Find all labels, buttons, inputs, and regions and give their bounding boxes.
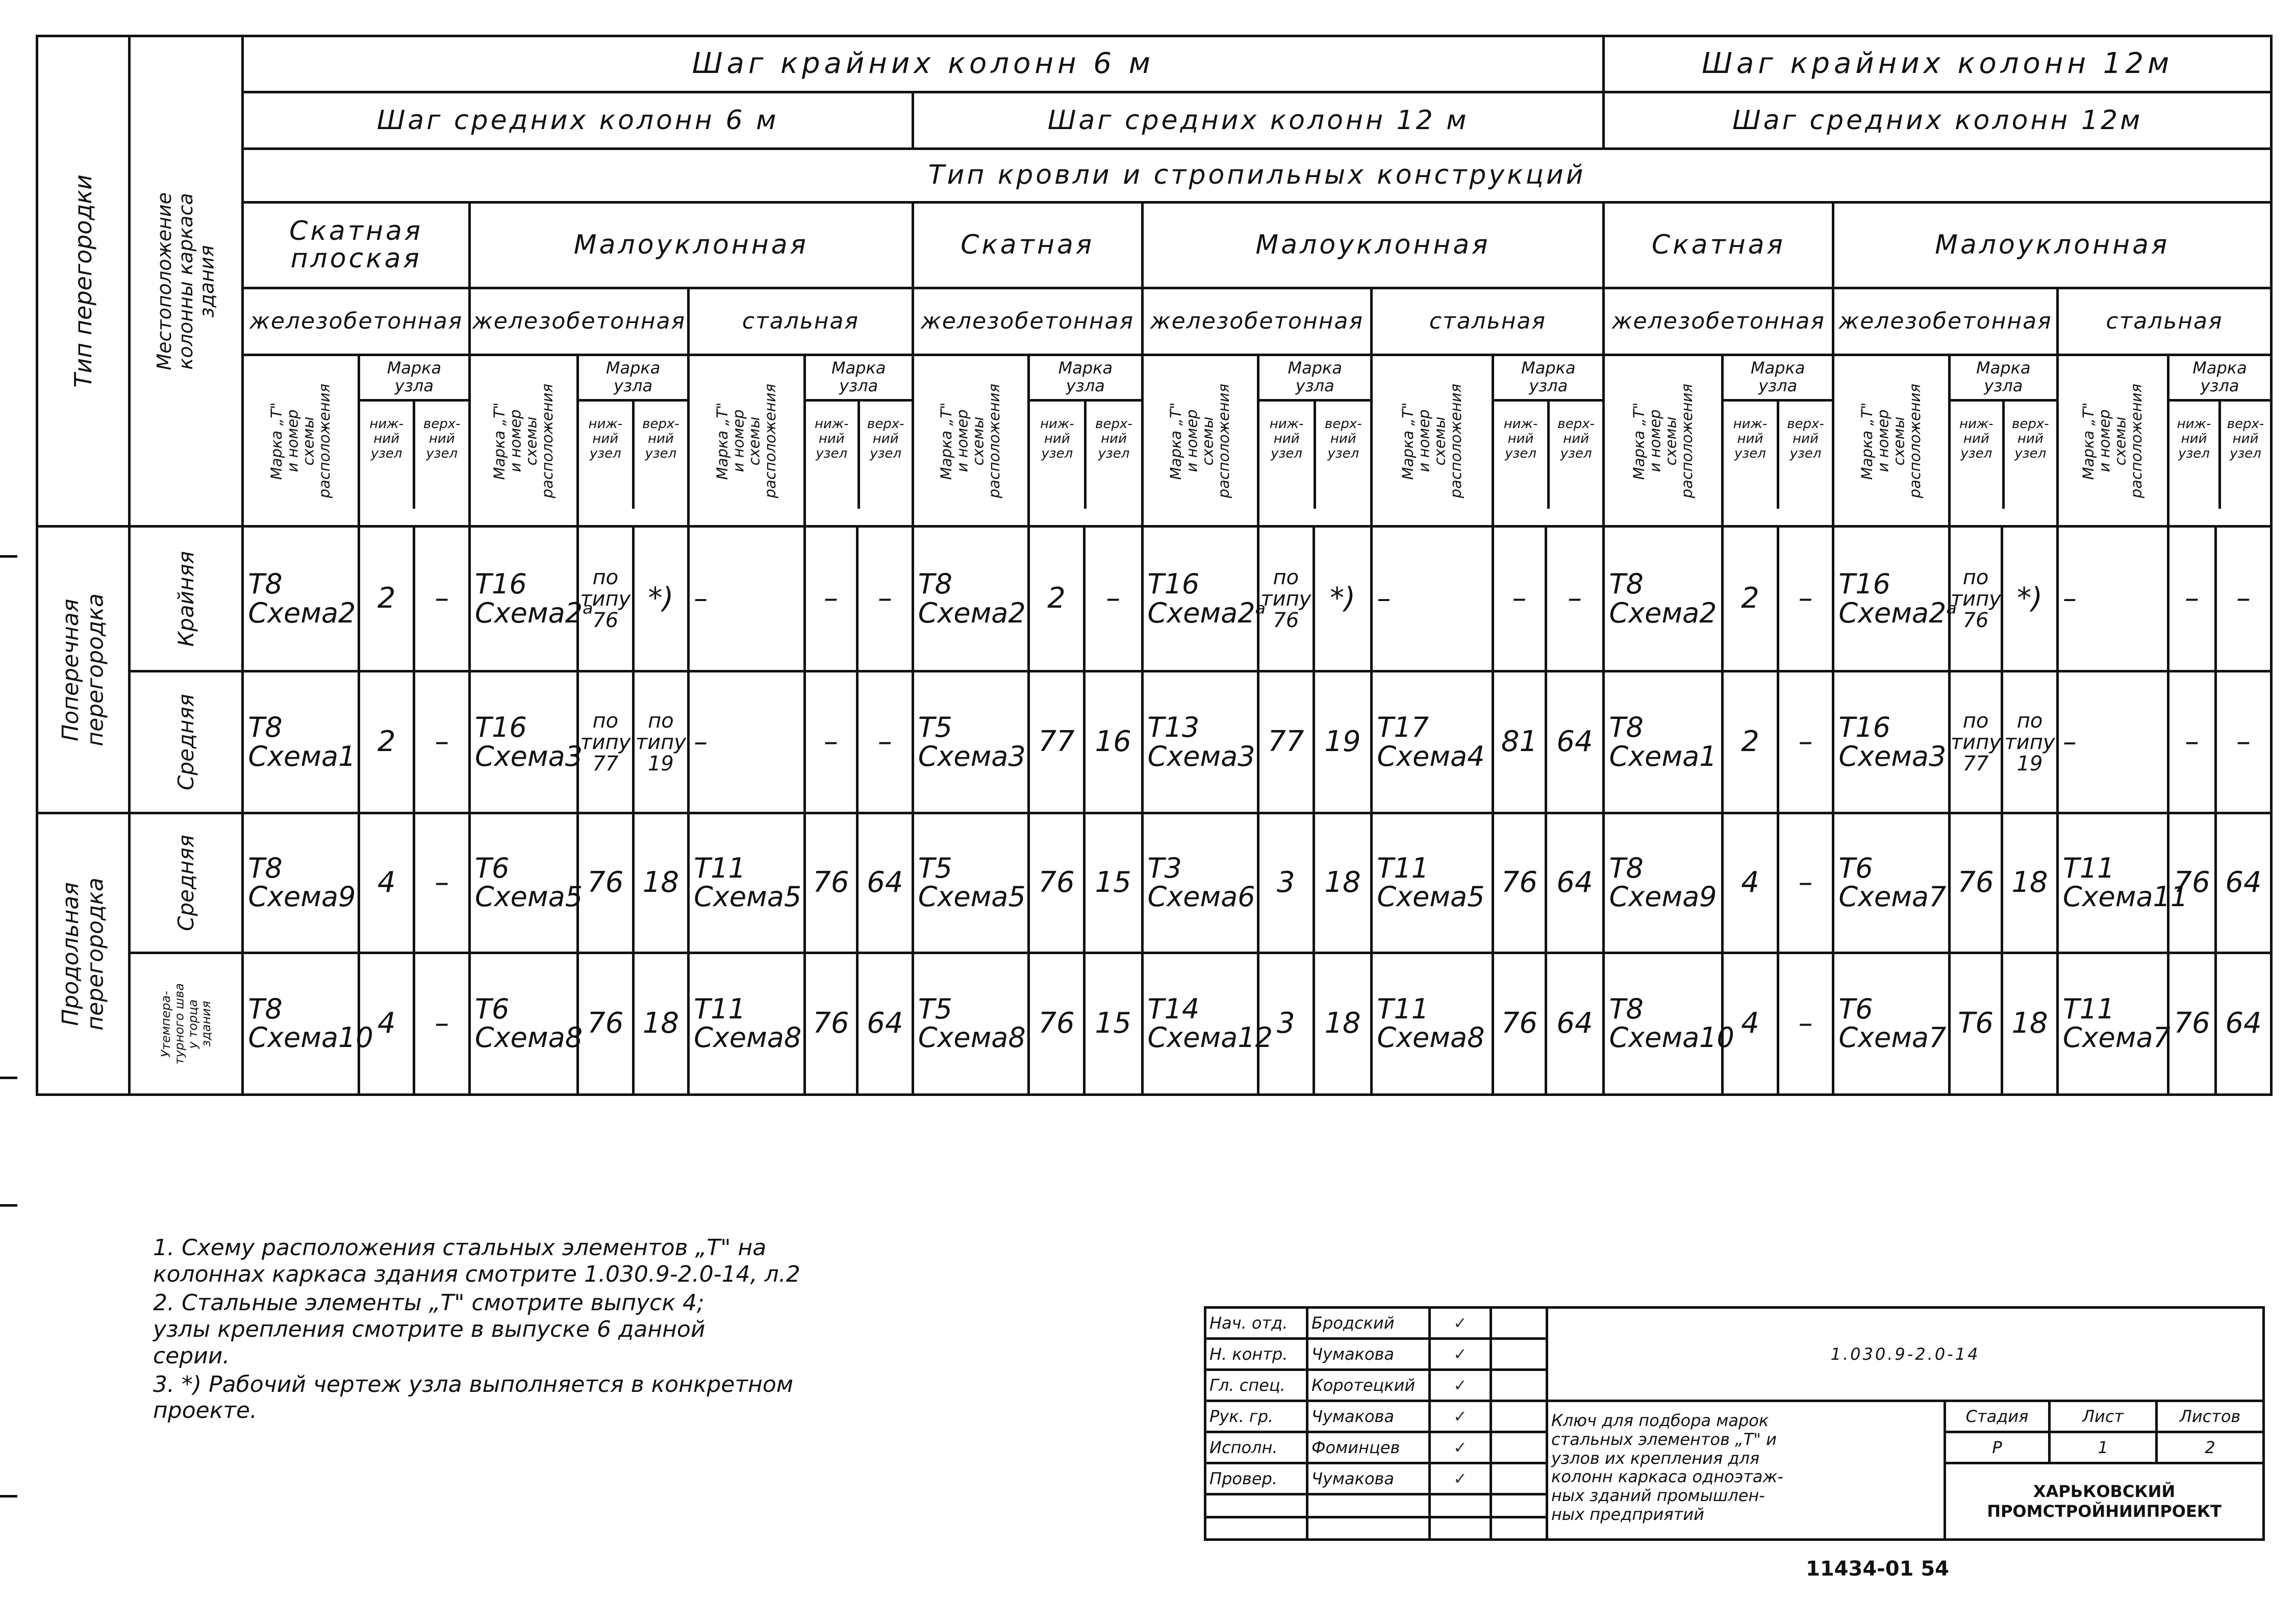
- upper-node-label: верх- ний узел: [2227, 416, 2264, 461]
- node-cell: 64: [2216, 953, 2272, 1094]
- node-cell: –: [1084, 527, 1142, 671]
- mark-header: [1142, 355, 1258, 527]
- mark-header: [2057, 355, 2168, 527]
- mark-cell: Т6 Схема5: [470, 813, 578, 953]
- node-label: Марка узла: [579, 356, 687, 402]
- node-cell: 76: [1029, 813, 1084, 953]
- node-cell: по типу 19: [633, 671, 689, 813]
- mark-cell: Т16 Схема3: [470, 671, 578, 813]
- node-cell: по типу 76: [1949, 527, 2002, 671]
- node-header: [1723, 355, 1833, 527]
- node-cell: –: [804, 671, 857, 813]
- mark-cell: Т6 Схема8: [470, 953, 578, 1094]
- mark-cell: Т14 Схема12: [1142, 953, 1258, 1094]
- node-cell: –: [857, 671, 913, 813]
- middle-step-12m: Шаг средних колонн 12 м: [913, 92, 1604, 148]
- mark-header-text: Марка „Т" и номер схемы расположения: [1399, 383, 1465, 498]
- stage-label: Стадия: [1945, 1401, 2050, 1432]
- material-steel: стальная: [689, 288, 913, 355]
- material-rc: железобетонная: [913, 288, 1142, 355]
- name-4: Чумакова: [1307, 1401, 1430, 1432]
- node-cell: 76: [578, 953, 634, 1094]
- node-cell: –: [857, 527, 913, 671]
- margin-tick: [0, 1204, 17, 1207]
- material-rc: железобетонная: [1142, 288, 1372, 355]
- node-cell: 64: [2216, 813, 2272, 953]
- node-cell: 64: [1546, 813, 1604, 953]
- middle-step-12m-b: Шаг средних колонн 12м: [1604, 92, 2272, 148]
- table-row: [37, 671, 2272, 813]
- mark-header-text: Марка „Т" и номер схемы расположения: [1167, 383, 1233, 498]
- node-cell: 15: [1084, 813, 1142, 953]
- signature: ✓: [1430, 1308, 1491, 1339]
- mark-cell: Т8 Схема2: [1604, 527, 1723, 671]
- mark-cell: –: [2057, 671, 2168, 813]
- margin-tick: [0, 555, 17, 558]
- mark-header: [243, 355, 359, 527]
- node-label: Марка узла: [1030, 356, 1141, 402]
- mark-cell: Т16 Схема2ᵃ: [1833, 527, 1950, 671]
- node-header: [359, 355, 469, 527]
- mark-cell: –: [2057, 527, 2168, 671]
- name-1: Бродский: [1307, 1308, 1430, 1339]
- lower-node-label: ниж- ний узел: [1724, 402, 1779, 509]
- mark-header: [1833, 355, 1950, 527]
- node-cell: 2: [359, 527, 414, 671]
- note-2: 2. Стальные элементы „Т" смотрите выпуск 4; узлы крепления смотрите в выпуске 6 данной серии.: [153, 1289, 705, 1369]
- node-cell: –: [414, 953, 470, 1094]
- margin-tick: [0, 1495, 17, 1498]
- column-location: [129, 813, 242, 953]
- name-3: Коротецкий: [1307, 1370, 1430, 1401]
- node-cell: –: [2168, 527, 2216, 671]
- node-cell: –: [1493, 527, 1546, 671]
- outer-step-12m: Шаг крайних колонн 12м: [1604, 36, 2272, 92]
- note-3: 3. *) Рабочий чертеж узла выполняется в конкретном проекте.: [153, 1371, 794, 1424]
- node-cell: 76: [804, 813, 857, 953]
- organization-name: ХАРЬКОВСКИЙ ПРОМСТРОЙНИИПРОЕКТ: [1945, 1463, 2264, 1540]
- outer-step-6m: Шаг крайних колонн 6 м: [243, 36, 1604, 92]
- signature: ✓: [1430, 1339, 1491, 1370]
- node-cell: 76: [1493, 953, 1546, 1094]
- column-location-text: Средняя: [173, 835, 198, 931]
- lower-node-label: ниж- ний узел: [1951, 402, 2005, 509]
- notes-block: [153, 1235, 1122, 1426]
- mark-header: [689, 355, 805, 527]
- node-label: Марка узла: [806, 356, 912, 402]
- node-cell: по типу 76: [578, 527, 634, 671]
- roof-type-header: Тип кровли и стропильных конструкций: [243, 148, 2272, 202]
- mark-cell: –: [1372, 527, 1493, 671]
- node-cell: 81: [1493, 671, 1546, 813]
- roof-group-4: Малоуклонная: [1142, 202, 1604, 288]
- column-location-text: Крайняя: [173, 551, 198, 647]
- node-label: Марка узла: [360, 356, 468, 402]
- middle-step-6m: Шаг средних колонн 6 м: [243, 92, 913, 148]
- signature: ✓: [1430, 1401, 1491, 1432]
- mark-header-text: Марка „Т" и номер схемы расположения: [938, 383, 1003, 498]
- table-row: [37, 813, 2272, 953]
- key-table: [36, 35, 2273, 1096]
- note-1: 1. Схему расположения стальных элементов „Т" на колоннах каркаса здания смотрите 1.030.9-2.0-14, л.2: [153, 1235, 800, 1287]
- mark-cell: Т11 Схема8: [1372, 953, 1493, 1094]
- node-cell: –: [2216, 527, 2272, 671]
- document-number: 1.030.9-2.0-14: [1547, 1308, 2264, 1401]
- stage-value: Р: [1945, 1432, 2050, 1463]
- node-cell: –: [1778, 527, 1833, 671]
- mark-cell: Т16 Схема2ᵃ: [470, 527, 578, 671]
- node-cell: –: [2216, 671, 2272, 813]
- node-cell: 18: [2002, 813, 2058, 953]
- node-cell: 2: [359, 671, 414, 813]
- node-cell: 76: [1493, 813, 1546, 953]
- node-cell: *): [1314, 527, 1372, 671]
- partition-type-text: Поперечная перегородка: [57, 593, 108, 746]
- mark-cell: Т6 Схема7: [1833, 813, 1950, 953]
- column-location: [129, 527, 242, 671]
- role-2: Н. контр.: [1205, 1339, 1307, 1370]
- node-cell: по типу 77: [578, 671, 634, 813]
- material-rc: железобетонная: [470, 288, 689, 355]
- mark-cell: Т8 Схема10: [1604, 953, 1723, 1094]
- node-cell: по типу 76: [1258, 527, 1314, 671]
- roof-group-5: Скатная: [1604, 202, 1833, 288]
- node-cell: –: [1778, 671, 1833, 813]
- roof-group-3: Скатная: [913, 202, 1142, 288]
- mark-cell: Т11 Схема5: [1372, 813, 1493, 953]
- node-cell: по типу 19: [2002, 671, 2058, 813]
- mark-cell: Т8 Схема1: [243, 671, 359, 813]
- node-cell: 4: [1723, 813, 1778, 953]
- mark-cell: Т3 Схема6: [1142, 813, 1258, 953]
- node-cell: –: [414, 527, 470, 671]
- lower-node-label: ниж- ний узел: [579, 402, 635, 509]
- mark-header-text: Марка „Т" и номер схемы расположения: [2080, 383, 2146, 498]
- node-header: [1493, 355, 1604, 527]
- col-location-header: Местоположение колонны каркаса здания: [129, 36, 242, 527]
- mark-cell: Т11 Схема7: [2057, 953, 2168, 1094]
- role-3: Гл. спец.: [1205, 1370, 1307, 1401]
- node-cell: 64: [1546, 953, 1604, 1094]
- node-cell: 4: [1723, 953, 1778, 1094]
- node-cell: 2: [1723, 671, 1778, 813]
- mark-header: [913, 355, 1029, 527]
- node-cell: 76: [1029, 953, 1084, 1094]
- sheet-label: Лист: [2050, 1401, 2157, 1432]
- mark-cell: Т5 Схема8: [913, 953, 1029, 1094]
- partition-type: [37, 527, 130, 813]
- lower-node-label: ниж- ний узел: [806, 402, 860, 509]
- node-label: Марка узла: [2169, 356, 2270, 402]
- upper-node-label: верх- ний узел: [1787, 416, 1824, 461]
- node-cell: *): [633, 527, 689, 671]
- node-cell: –: [1546, 527, 1604, 671]
- mark-header: [1372, 355, 1493, 527]
- node-header: [1258, 355, 1372, 527]
- signature: ✓: [1430, 1432, 1491, 1463]
- node-cell: 3: [1258, 813, 1314, 953]
- node-cell: 2: [1029, 527, 1084, 671]
- node-cell: 4: [359, 813, 414, 953]
- node-label: Марка узла: [1951, 356, 2056, 402]
- node-cell: 18: [1314, 813, 1372, 953]
- node-cell: 64: [1546, 671, 1604, 813]
- node-cell: 19: [1314, 671, 1372, 813]
- mark-cell: Т8 Схема2: [913, 527, 1029, 671]
- archive-code: 11434-01 54: [1806, 1557, 1950, 1581]
- mark-cell: Т13 Схема3: [1142, 671, 1258, 813]
- mark-header-text: Марка „Т" и номер схемы расположения: [1630, 383, 1696, 498]
- node-header: [804, 355, 913, 527]
- mark-cell: Т11 Схема8: [689, 953, 805, 1094]
- roof-group-1: Скатная плоская: [243, 202, 470, 288]
- node-cell: 76: [1949, 813, 2002, 953]
- node-cell: –: [1778, 813, 1833, 953]
- mark-header: [470, 355, 578, 527]
- upper-node-label: верх- ний узел: [423, 416, 461, 461]
- margin-tick: [0, 1077, 17, 1079]
- node-cell: –: [1778, 953, 1833, 1094]
- material-rc: железобетонная: [243, 288, 470, 355]
- node-cell: Т6: [1949, 953, 2002, 1094]
- mark-cell: Т5 Схема5: [913, 813, 1029, 953]
- sheets-label: Листов: [2157, 1401, 2264, 1432]
- node-header: [1029, 355, 1142, 527]
- mark-cell: Т6 Схема7: [1833, 953, 1950, 1094]
- node-cell: –: [414, 813, 470, 953]
- column-location-text: Утемпера- турного шва у торца здания: [158, 983, 214, 1065]
- node-header: [1949, 355, 2057, 527]
- node-cell: 64: [857, 953, 913, 1094]
- upper-node-label: верх- ний узел: [1095, 416, 1132, 461]
- mark-header: [1604, 355, 1723, 527]
- node-cell: 18: [1314, 953, 1372, 1094]
- table-row: [37, 527, 2272, 671]
- lower-node-label: ниж- ний узел: [2169, 402, 2221, 509]
- material-steel: стальная: [1372, 288, 1604, 355]
- node-cell: 76: [804, 953, 857, 1094]
- role-6: Провер.: [1205, 1463, 1307, 1494]
- node-cell: 76: [578, 813, 634, 953]
- name-5: Фоминцев: [1307, 1432, 1430, 1463]
- upper-node-label: верх- ний узел: [1557, 416, 1595, 461]
- node-cell: по типу 77: [1949, 671, 2002, 813]
- mark-cell: Т8 Схема9: [243, 813, 359, 953]
- node-cell: 64: [857, 813, 913, 953]
- upper-node-label: верх- ний узел: [1325, 416, 1362, 461]
- node-cell: 4: [359, 953, 414, 1094]
- role-4: Рук. гр.: [1205, 1401, 1307, 1432]
- node-header: [578, 355, 689, 527]
- name-2: Чумакова: [1307, 1339, 1430, 1370]
- sheets-value: 2: [2157, 1432, 2264, 1463]
- title-block: [1204, 1306, 2262, 1541]
- mark-cell: Т11 Схема11: [2057, 813, 2168, 953]
- lower-node-label: ниж- ний узел: [1259, 402, 1316, 509]
- node-cell: 18: [2002, 953, 2058, 1094]
- table-row: [37, 953, 2272, 1094]
- roof-group-2: Малоуклонная: [470, 202, 913, 288]
- mark-cell: Т11 Схема5: [689, 813, 805, 953]
- node-label: Марка узла: [1494, 356, 1602, 402]
- mark-header-text: Марка „Т" и номер схемы расположения: [1858, 383, 1924, 498]
- node-cell: –: [414, 671, 470, 813]
- partition-type-text: Продольная перегородка: [57, 877, 108, 1031]
- sheet-value: 1: [2050, 1432, 2157, 1463]
- mark-header-text: Марка „Т" и номер схемы расположения: [490, 383, 556, 498]
- upper-node-label: верх- ний узел: [867, 416, 904, 461]
- role-1: Нач. отд.: [1205, 1308, 1307, 1339]
- node-cell: 77: [1258, 671, 1314, 813]
- signature: ✓: [1430, 1370, 1491, 1401]
- mark-cell: Т8 Схема2: [243, 527, 359, 671]
- mark-cell: Т5 Схема3: [913, 671, 1029, 813]
- node-cell: 2: [1723, 527, 1778, 671]
- node-cell: *): [2002, 527, 2058, 671]
- material-rc: железобетонная: [1833, 288, 2058, 355]
- node-cell: 77: [1029, 671, 1084, 813]
- signature: ✓: [1430, 1463, 1491, 1494]
- mark-cell: Т8 Схема1: [1604, 671, 1723, 813]
- node-cell: 3: [1258, 953, 1314, 1094]
- partition-type: [37, 813, 130, 1095]
- material-steel: стальная: [2057, 288, 2271, 355]
- document-title: Ключ для подбора марок стальных элементов „Т" и узлов их крепления для колонн каркаса одноэтаж- ных зданий промышлен- ных предприятий: [1547, 1401, 1945, 1540]
- node-cell: –: [2168, 671, 2216, 813]
- mark-header-text: Марка „Т" и номер схемы расположения: [713, 383, 779, 498]
- lower-node-label: ниж- ний узел: [1494, 402, 1550, 509]
- name-6: Чумакова: [1307, 1463, 1430, 1494]
- lower-node-label: ниж- ний узел: [360, 402, 416, 509]
- node-cell: 15: [1084, 953, 1142, 1094]
- node-cell: 16: [1084, 671, 1142, 813]
- node-cell: 18: [633, 953, 689, 1094]
- material-rc: железобетонная: [1604, 288, 1833, 355]
- column-location: [129, 953, 242, 1094]
- node-label: Марка узла: [1724, 356, 1832, 402]
- lower-node-label: ниж- ний узел: [1030, 402, 1087, 509]
- roof-group-6: Малоуклонная: [1833, 202, 2272, 288]
- node-header: [2168, 355, 2272, 527]
- col-type-header: Тип перегородки: [37, 36, 130, 527]
- mark-cell: –: [689, 527, 805, 671]
- mark-cell: Т17 Схема4: [1372, 671, 1493, 813]
- node-cell: –: [804, 527, 857, 671]
- node-cell: 76: [2168, 813, 2216, 953]
- mark-header-text: Марка „Т" и номер схемы расположения: [267, 383, 333, 498]
- node-cell: 18: [633, 813, 689, 953]
- mark-cell: Т8 Схема9: [1604, 813, 1723, 953]
- upper-node-label: верх- ний узел: [642, 416, 679, 461]
- mark-cell: Т16 Схема2ᵃ: [1142, 527, 1258, 671]
- mark-cell: –: [689, 671, 805, 813]
- node-label: Марка узла: [1259, 356, 1370, 402]
- column-location: [129, 671, 242, 813]
- mark-cell: Т16 Схема3: [1833, 671, 1950, 813]
- node-cell: 76: [2168, 953, 2216, 1094]
- role-5: Исполн.: [1205, 1432, 1307, 1463]
- upper-node-label: верх- ний узел: [2012, 416, 2049, 461]
- mark-cell: Т8 Схема10: [243, 953, 359, 1094]
- column-location-text: Средняя: [173, 694, 198, 791]
